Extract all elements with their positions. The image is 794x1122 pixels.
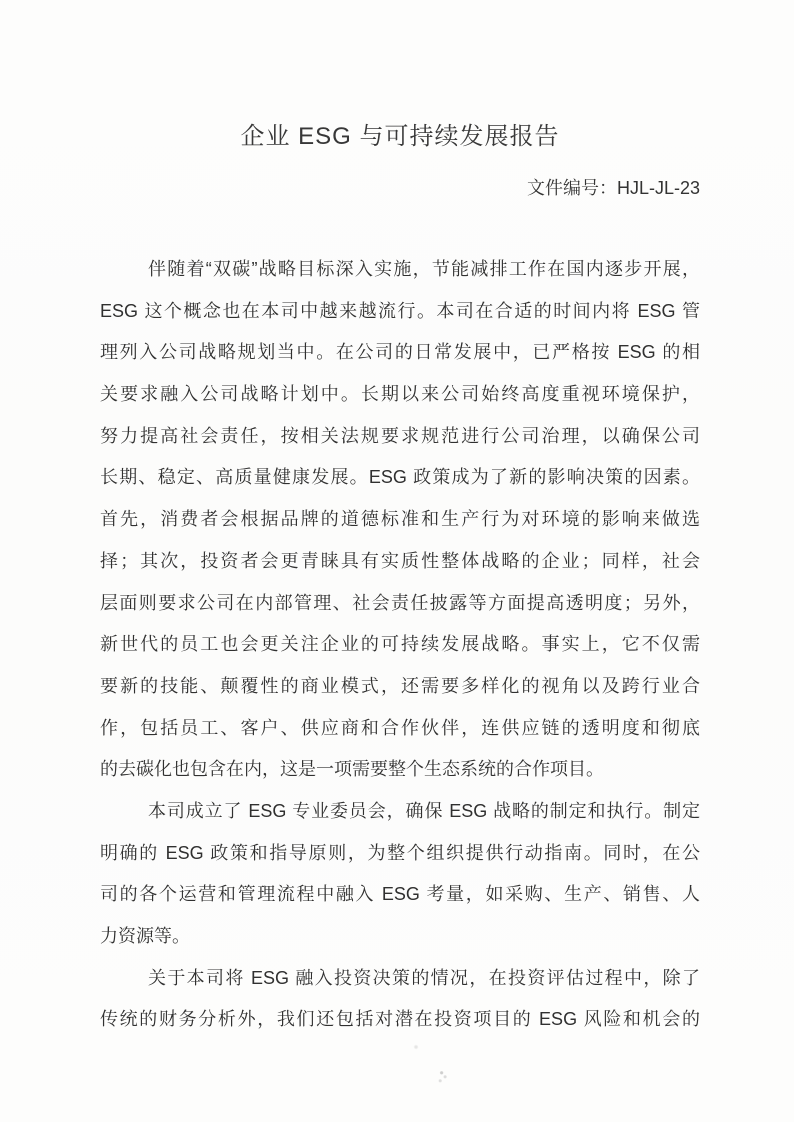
body-line: 努力提高社会责任，按相关法规要求规范进行公司治理，以确保公司 (100, 425, 700, 446)
body-line: 的去碳化也包含在内，这是一项需要整个生态系统的合作项目。 (100, 759, 604, 780)
scan-artifact (413, 1044, 419, 1050)
body-line: 首先，消费者会根据品牌的道德标准和生产行为对环境的影响来做选 (100, 509, 700, 530)
body-line: 传统的财务分析外，我们还包括对潜在投资项目的 ESG 风险和机会的 (100, 1009, 700, 1030)
document-body (100, 249, 700, 1041)
document-number: 文件编号：HJL-JL-23 (526, 178, 700, 198)
body-line: 层面则要求公司在内部管理、社会责任披露等方面提高透明度；另外， (100, 592, 700, 613)
body-line: 长期、稳定、高质量健康发展。ESG 政策成为了新的影响决策的因素。 (100, 467, 700, 488)
body-line: ESG 这个概念也在本司中越来越流行。本司在合适的时间内将 ESG 管 (100, 300, 700, 321)
page-title: 企业 ESG 与可持续发展报告 (240, 123, 560, 150)
body-line: 力资源等。 (100, 926, 190, 946)
body-line: 作，包括员工、客户、供应商和合作伙伴，连供应链的透明度和彻底 (100, 717, 700, 738)
body-line: 要新的技能、颠覆性的商业模式，还需要多样化的视角以及跨行业合 (100, 675, 700, 696)
scan-artifact (436, 1068, 450, 1084)
body-line: 司的各个运营和管理流程中融入 ESG 考量，如采购、生产、销售、人 (100, 884, 700, 905)
body-line: 关要求融入公司战略计划中。长期以来公司始终高度重视环境保护， (100, 384, 700, 405)
body-line: 关于本司将 ESG 融入投资决策的情况，在投资评估过程中，除了 (148, 967, 700, 988)
body-line: 理列入公司战略规划当中。在公司的日常发展中，已严格按 ESG 的相 (100, 342, 700, 363)
body-line: 明确的 ESG 政策和指导原则，为整个组织提供行动指南。同时，在公 (100, 842, 700, 863)
body-line: 择；其次，投资者会更青睐具有实质性整体战略的企业；同样，社会 (100, 550, 700, 571)
body-line: 本司成立了 ESG 专业委员会，确保 ESG 战略的制定和执行。制定 (148, 800, 700, 821)
body-line: 伴随着“双碳”战略目标深入实施，节能减排工作在国内逐步开展， (148, 259, 700, 279)
body-line: 新世代的员工也会更关注企业的可持续发展战略。事实上，它不仅需 (100, 634, 700, 655)
